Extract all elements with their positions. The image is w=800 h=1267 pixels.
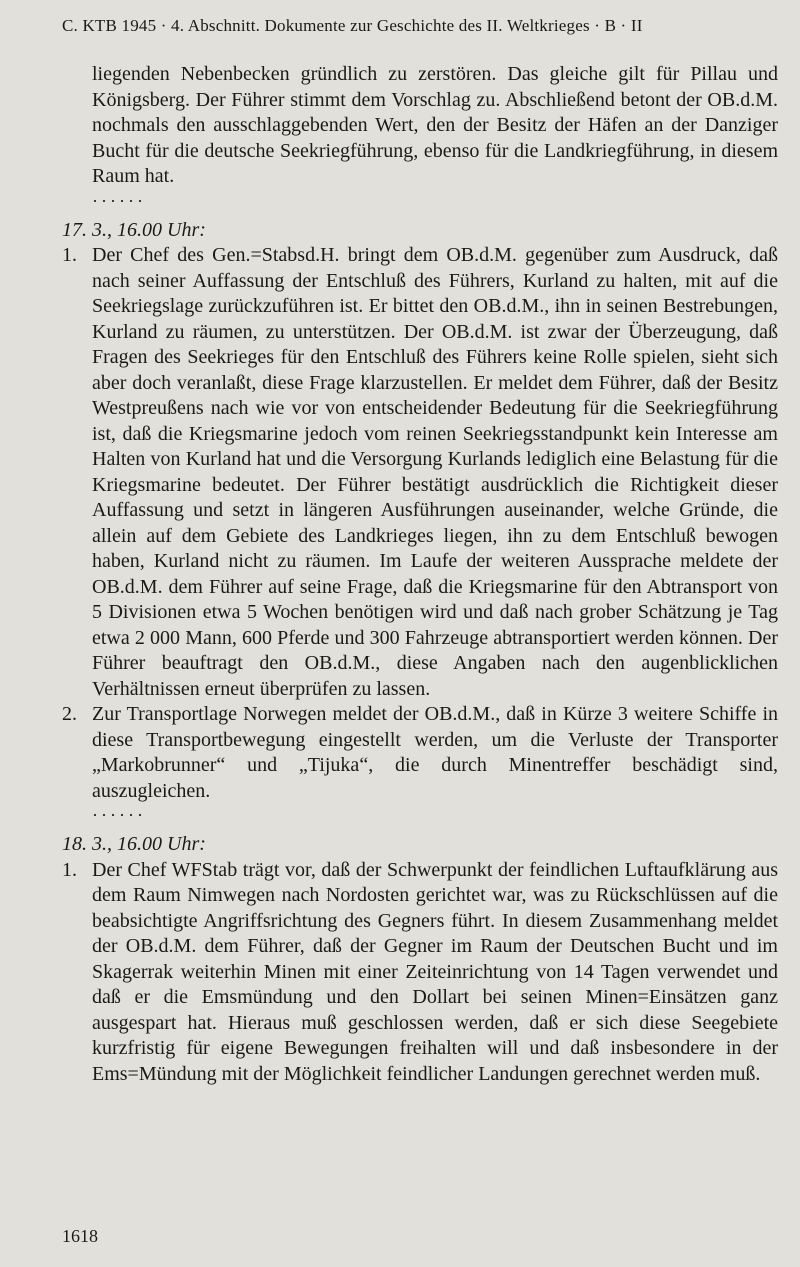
item-number: 1. <box>62 244 77 266</box>
intro-paragraph: liegenden Nebenbecken gründlich zu zerstören. Das gleiche gilt für Pillau und Königsberg. Der Führer stimmt dem Vorschlag zu. Abschließend betont der OB.d.M. nochmals den ausschlaggebenden Wert, den der Besitz der Häfen an der Danziger Bucht für die deutsche Seekriegführung, ebenso für die Landkriegführung, in diesem Raum hat. <box>92 63 778 187</box>
body-text <box>62 62 778 1087</box>
item-number: 1. <box>62 858 77 881</box>
item-number: 2. <box>62 703 77 725</box>
running-header: C. KTB 1945 · 4. Abschnitt. Dokumente zur Geschichte des II. Weltkrieges · B · II <box>62 16 643 35</box>
section-1-item-1 <box>62 243 778 702</box>
page-number: 1618 <box>62 1226 98 1246</box>
item-text: Der Chef des Gen.=Stabsd.H. bringt dem OB.d.M. gegenüber zum Ausdruck, daß nach seiner Auffassung der Entschluß des Führers, Kurland zu halten, mit auf die Seekriegslage zurückzuführen ist. Er bittet den OB.d.M., ihn in seinen Bestrebungen, Kurland zu räumen, zu unterstützen. Der OB.d.M. ist zwar der Überzeugung, daß Fragen des Seekrieges für den Entschluß des Führers keine Rolle spielen, sieht sich aber doch veranlaßt, diese Frage klarzustellen. Er meldet dem Führer, daß der Besitz Westpreußens nach wie vor von entscheidender Bedeutung für die Seekriegführung ist, daß die Kriegsmarine jedoch vom reinen Seekriegsstandpunkt kein Interesse am Halten von Kurland hat und die Versorgung Kurlands lediglich eine Belastung für die Kriegsmarine bedeutet. Der Führer bestätigt ausdrücklich die Richtigkeit dieser Auffassung und setzt in längeren Ausführungen auseinander, welche Gründe, die allein auf dem Gebiete des Landkrieges liegen, ihn zu dem Entschluß bewogen haben, Kurland nicht zu räumen. Im Laufe der weiteren Aussprache meldete der OB.d.M. dem Führer auf seine Frage, daß die Kriegsmarine für den Abtransport von 5 Divisionen etwa 5 Wochen benötigen wird und daß nach grober Schätzung je Tag etwa 2 000 Mann, 600 Pferde und 300 Fahrzeuge abtransportiert werden können. Der Führer beauftragt den OB.d.M., diese Angaben nach den augenblicklichen Verhältnissen erneut überprüfen zu lassen. <box>92 244 778 700</box>
ellipsis-separator-1: ······ <box>92 190 146 211</box>
section-heading-17-3: 17. 3., 16.00 Uhr: <box>62 218 206 241</box>
section-2-item-1 <box>62 858 778 1088</box>
ellipsis-separator-2: ······ <box>92 805 146 825</box>
section-heading-18-3: 18. 3., 16.00 Uhr: <box>62 833 206 855</box>
section-1-item-2 <box>62 702 778 804</box>
item-text: Zur Transportlage Norwegen meldet der OB.d.M., daß in Kürze 3 weitere Schiffe in diese Transportbewegung eingestellt werden, um die Verluste der Transporter „Markobrunner“ und „Tijuka“, die durch Minentreffer beschädigt sind, auszugleichen. <box>92 703 778 802</box>
item-text: Der Chef WFStab trägt vor, daß der Schwerpunkt der feindlichen Luftaufklärung aus dem Raum Nimwegen nach Nordosten gerichtet war, was zu Rückschlüssen auf die beabsichtigte Angriffsrichtung des Gegners führt. In diesem Zusammenhang meldet der OB.d.M. dem Führer, daß der Gegner im Raum der Deutschen Bucht und im Skagerrak weiterhin Minen mit einer Zeiteinrichtung von 14 Tagen verwendet und daß er die Emsmündung und den Dollart bei seinen Minen=Einsätzen ganz ausgespart hat. Hieraus muß geschlossen werden, daß er sich diese Seegebiete kurzfristig für eigene Bewegungen freihalten will und daß insbesondere in der Ems=Mündung mit der Möglichkeit feindlicher Landungen gerechnet werden muß. <box>92 858 778 1085</box>
